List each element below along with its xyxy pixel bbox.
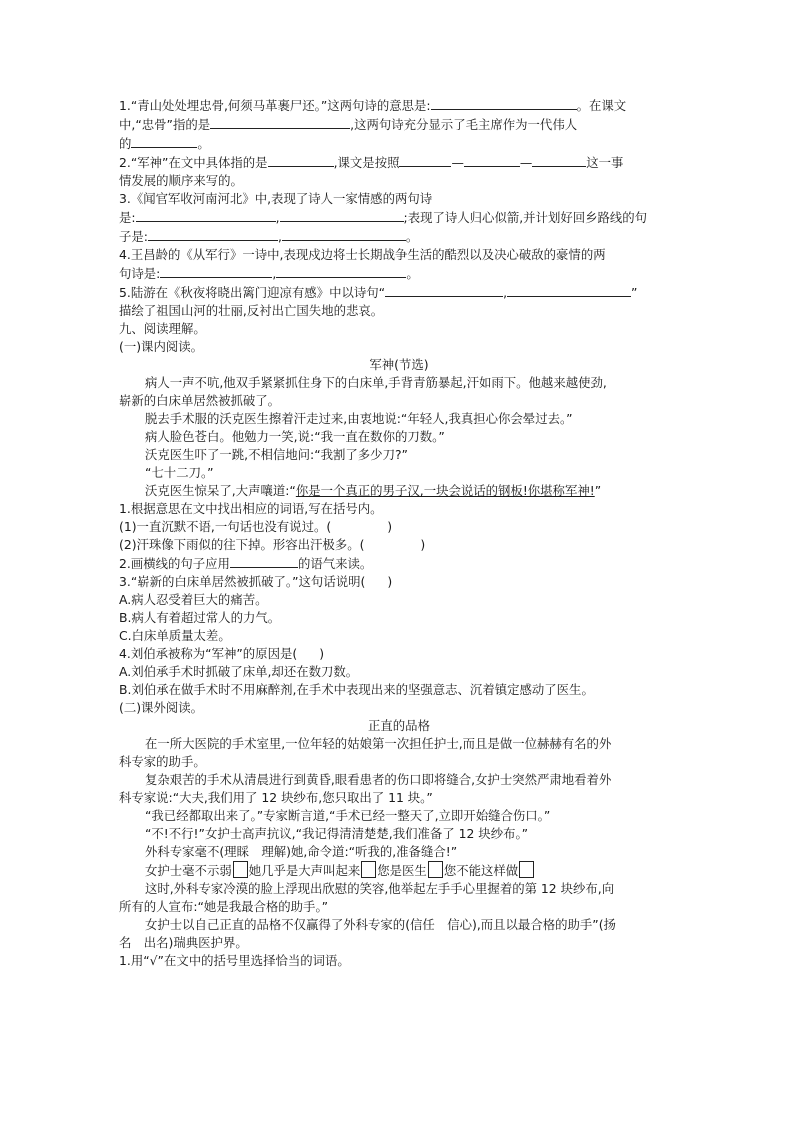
question: 4.刘伯承被称为“军神”的原因是( ) — [119, 646, 325, 661]
fill-q5-line1: 5.陆游在《秋夜将晓出篱门迎凉有感》中以诗句“ , ” — [119, 285, 638, 300]
passage1-paragraph: 病人脸色苍白。他勉力一笑,说:“我一直在数你的刀数。” — [145, 429, 445, 444]
fill-q1-line1: 1.“青山处处埋忠骨,何须马革裹尸还。”这两句诗的意思是: 。在课文 — [119, 98, 627, 113]
passage2-paragraph: “我已经都取出来了。”专家断言道,“手术已经一整天了,立即开始缝合伤口。” — [145, 808, 551, 823]
section-part-1: (一)课内阅读。 — [119, 339, 204, 354]
fill-q1-line3: 的 。 — [119, 136, 210, 151]
passage2-paragraph: 女护士以自己正直的品格不仅赢得了外科专家的(信任 信心),而且以最合格的助手”(扬 — [145, 917, 616, 932]
punctuation-box[interactable] — [361, 861, 376, 878]
question-sub: (1)一直沉默不语,一句话也没有说过。( ) — [119, 519, 393, 534]
answer-blank[interactable] — [385, 283, 503, 297]
passage1-paragraph: “七十二刀。” — [145, 465, 214, 480]
punctuation-box[interactable] — [519, 861, 534, 878]
option: B.病人有着超过常人的力气。 — [119, 610, 281, 625]
answer-blank[interactable] — [131, 134, 197, 148]
answer-blank[interactable] — [399, 153, 451, 167]
punctuation-box[interactable] — [428, 861, 443, 878]
answer-blank[interactable] — [136, 208, 276, 222]
fill-q4-line1: 4.王昌龄的《从军行》一诗中,表现戍边将士长期战争生活的酷烈以及决心破敌的豪情的两 — [119, 247, 606, 262]
passage2-paragraph: 在一所大医院的手术室里,一位年轻的姑娘第一次担任护士,而且是做一位赫赫有名的外 — [145, 736, 612, 751]
fill-q2-line1: 2.“军神”在文中具体指的是 ,课文是按照 — — 这一事 — [119, 155, 624, 170]
section-part-2: (二)课外阅读。 — [119, 700, 204, 715]
answer-blank[interactable] — [148, 227, 278, 241]
passage2-title: 正直的品格 — [368, 718, 430, 733]
passage2-paragraph: 这时,外科专家冷漠的脸上浮现出欣慰的笑容,他举起左手手心里握着的第 12 块纱布,向 — [145, 881, 615, 896]
option: A.病人忍受着巨大的痛苦。 — [119, 592, 268, 607]
answer-blank[interactable] — [532, 153, 586, 167]
passage2-paragraph: 复杂艰苦的手术从清晨进行到黄昏,眼看患者的伤口即将缝合,女护士突然严肃地看着外 — [145, 772, 612, 787]
passage1-paragraph: 沃克医生吓了一跳,不相信地问:“我割了多少刀?” — [145, 447, 408, 462]
fill-q5-line2: 描绘了祖国山河的壮丽,反衬出亡国失地的悲哀。 — [119, 303, 384, 318]
fill-q4-line2: 句诗是: , 。 — [119, 266, 419, 281]
fill-q1-line2: 中,“忠骨”指的是 ,这两句诗充分显示了毛主席作为一代伟人 — [119, 117, 578, 132]
answer-blank[interactable] — [507, 283, 631, 297]
fill-q2-line2: 情发展的顺序来写的。 — [119, 173, 243, 188]
answer-blank[interactable] — [210, 115, 350, 129]
question: 1.根据意思在文中找出相应的词语,写在括号内。 — [119, 501, 383, 516]
passage1-paragraph: 脱去手术服的沃克医生擦着汗走过来,由衷地说:“年轻人,我真担心你会晕过去。” — [145, 411, 573, 426]
answer-blank[interactable] — [268, 153, 334, 167]
fill-q3-line2: 是: , ;表现了诗人归心似箭,并计划好回乡路线的句 — [119, 210, 648, 225]
question: 1.用“√”在文中的括号里选择恰当的词语。 — [119, 953, 350, 968]
option: B.刘伯承在做手术时不用麻醉剂,在手术中表现出来的坚强意志、沉着镇定感动了医生。 — [119, 682, 594, 697]
answer-blank[interactable] — [280, 208, 404, 222]
passage1-paragraph: 沃克医生惊呆了,大声嚷道:“你是一个真正的男子汉,一块会说话的钢板!你堪称军神!” — [145, 483, 602, 498]
passage2-paragraph-cont: 名 出名)瑞典医护界。 — [119, 935, 248, 950]
passage2-paragraph: “不!不行!”女护士高声抗议,“我记得清清楚楚,我们准备了 12 块纱布。” — [145, 826, 529, 841]
punctuation-box[interactable] — [233, 861, 248, 878]
passage1-paragraph: 病人一声不吭,他双手紧紧抓住身下的白床单,手背青筋暴起,汗如雨下。他越来越使劲, — [145, 375, 607, 390]
answer-blank[interactable] — [464, 153, 520, 167]
question: 2.画横线的句子应用 的语气来读。 — [119, 556, 373, 571]
passage2-paragraph-cont: 所有的人宣布:“她是我最合格的助手。” — [119, 899, 329, 914]
passage2-paragraph-cont: 科专家说:“大夫,我们用了 12 块纱布,您只取出了 11 块。” — [119, 790, 433, 805]
option: C.白床单质量太差。 — [119, 628, 231, 643]
answer-blank[interactable] — [276, 264, 406, 278]
section-heading: 九、阅读理解。 — [119, 321, 206, 336]
answer-blank[interactable] — [230, 554, 298, 568]
passage1-title: 军神(节选) — [369, 357, 429, 372]
question-sub: (2)汗珠像下雨似的往下掉。形容出汗极多。( ) — [119, 537, 426, 552]
passage2-paragraph: 外科专家毫不(理睬 理解)她,命令道:“听我的,准备缝合!” — [145, 844, 458, 859]
question: 3.“崭新的白床单居然被抓破了。”这句话说明( ) — [119, 574, 393, 589]
fill-q3-line3: 子是: , 。 — [119, 229, 419, 244]
answer-blank[interactable] — [282, 227, 406, 241]
fill-q3-line1: 3.《闻官军收河南河北》中,表现了诗人一家情感的两句诗 — [119, 191, 433, 206]
underlined-sentence: 你是一个真正的男子汉,一块会说话的钢板!你堪称军神! — [295, 483, 595, 498]
passage1-paragraph-cont: 崭新的白床单居然被抓破了。 — [119, 393, 281, 408]
worksheet-content — [119, 96, 679, 970]
answer-blank[interactable] — [431, 96, 577, 110]
option: A.刘伯承手术时抓破了床单,却还在数刀数。 — [119, 664, 359, 679]
answer-blank[interactable] — [160, 264, 272, 278]
passage2-paragraph-cont: 科专家的助手。 — [119, 754, 206, 769]
passage2-paragraph: 女护士毫不示弱 她几乎是大声叫起来 您是医生 您不能这样做 — [119, 861, 679, 880]
